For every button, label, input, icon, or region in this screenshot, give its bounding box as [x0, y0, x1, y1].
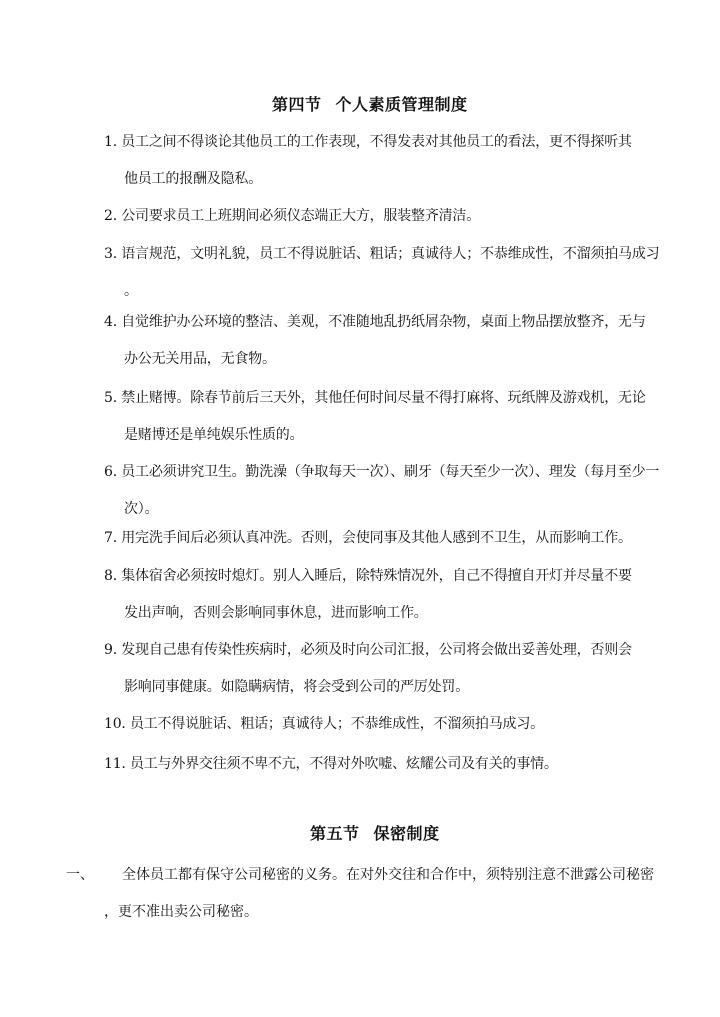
item-text-continued: 次）。 [124, 501, 159, 517]
item-text: 员工必须讲究卫生。勤洗澡（争取每天一次）、刷牙（每天至少一次）、理发（每月至少一 [121, 464, 660, 480]
section-5-heading [310, 821, 440, 844]
list-item [104, 236, 664, 310]
item-number: 2. [104, 208, 117, 224]
list-item [104, 706, 664, 743]
item-number: 3. [104, 246, 117, 262]
list-item [104, 380, 664, 454]
list-item [104, 746, 664, 783]
item-text-continued: ，更不准出卖公司秘密。 [104, 904, 258, 920]
item-text: 发现自己患有传染性疾病时，必须及时向公司汇报，公司将会做出妥善处理，否则会 [121, 642, 632, 658]
list-item [104, 454, 664, 528]
item-number: 5. [104, 390, 117, 406]
item-text: 全体员工都有保守公司秘密的义务。在对外交往和合作中，须特别注意不泄露公司秘密 [122, 867, 654, 883]
item-number: 1. [104, 134, 117, 150]
item-text: 公司要求员工上班期间必须仪态端正大方，服装整齐清洁。 [121, 208, 481, 224]
list-item [104, 304, 664, 378]
item-number: 8. [104, 568, 117, 584]
item-number: 7. [104, 530, 117, 546]
item-marker: 一、 [66, 867, 94, 883]
item-text: 禁止赌博。除春节前后三天外，其他任何时间尽量不得打麻将、玩纸牌及游戏机，无论 [121, 390, 646, 406]
section-4-number: 第四节 [272, 95, 322, 114]
item-text: 自觉维护办公环境的整洁、美观，不准随地乱扔纸屑杂物，桌面上物品摆放整齐，无与 [121, 314, 646, 330]
list-item [104, 558, 664, 632]
list-item [104, 632, 664, 706]
item-number: 6. [104, 464, 117, 480]
list-item [66, 857, 666, 931]
item-number: 9. [104, 642, 117, 658]
item-number: 11. [104, 756, 126, 772]
item-text-continued: 。 [124, 283, 138, 299]
item-text-continued: 影响同事健康。如隐瞒病情，将会受到公司的严厉处罚。 [124, 679, 469, 695]
section-5-number: 第五节 [310, 824, 360, 843]
item-text: 用完洗手间后必须认真冲洗。否则，会使同事及其他人感到不卫生，从而影响工作。 [121, 530, 632, 546]
section-4-heading [272, 92, 468, 115]
item-text: 集体宿舍必须按时熄灯。别人入睡后，除特殊情况外，自己不得擅自开灯并尽量不要 [121, 568, 632, 584]
section-4-title: 个人素质管理制度 [335, 95, 468, 114]
item-number: 4. [104, 314, 117, 330]
item-text: 员工不得说脏话、粗话；真诚待人；不恭维成性，不溜须拍马成习。 [129, 716, 544, 732]
item-text: 员工与外界交往须不卑不亢，不得对外吹嘘、炫耀公司及有关的事情。 [129, 756, 558, 772]
item-number: 10. [104, 716, 126, 732]
list-item [104, 198, 664, 235]
item-text-continued: 他员工的报酬及隐私。 [124, 171, 262, 187]
section-5-title: 保密制度 [373, 824, 440, 843]
item-text-continued: 发出声响，否则会影响同事休息，进而影响工作。 [124, 605, 428, 621]
item-text-continued: 办公无关用品，无食物。 [124, 351, 276, 367]
item-text-continued: 是赌博还是单纯娱乐性质的。 [124, 427, 304, 443]
list-item [104, 124, 664, 198]
list-item [104, 520, 664, 557]
item-text: 语言规范，文明礼貌，员工不得说脏话、粗话；真诚待人；不恭维成性，不溜须拍马成习 [121, 246, 660, 262]
item-text: 员工之间不得谈论其他员工的工作表现，不得发表对其他员工的看法，更不得探听其 [121, 134, 632, 150]
